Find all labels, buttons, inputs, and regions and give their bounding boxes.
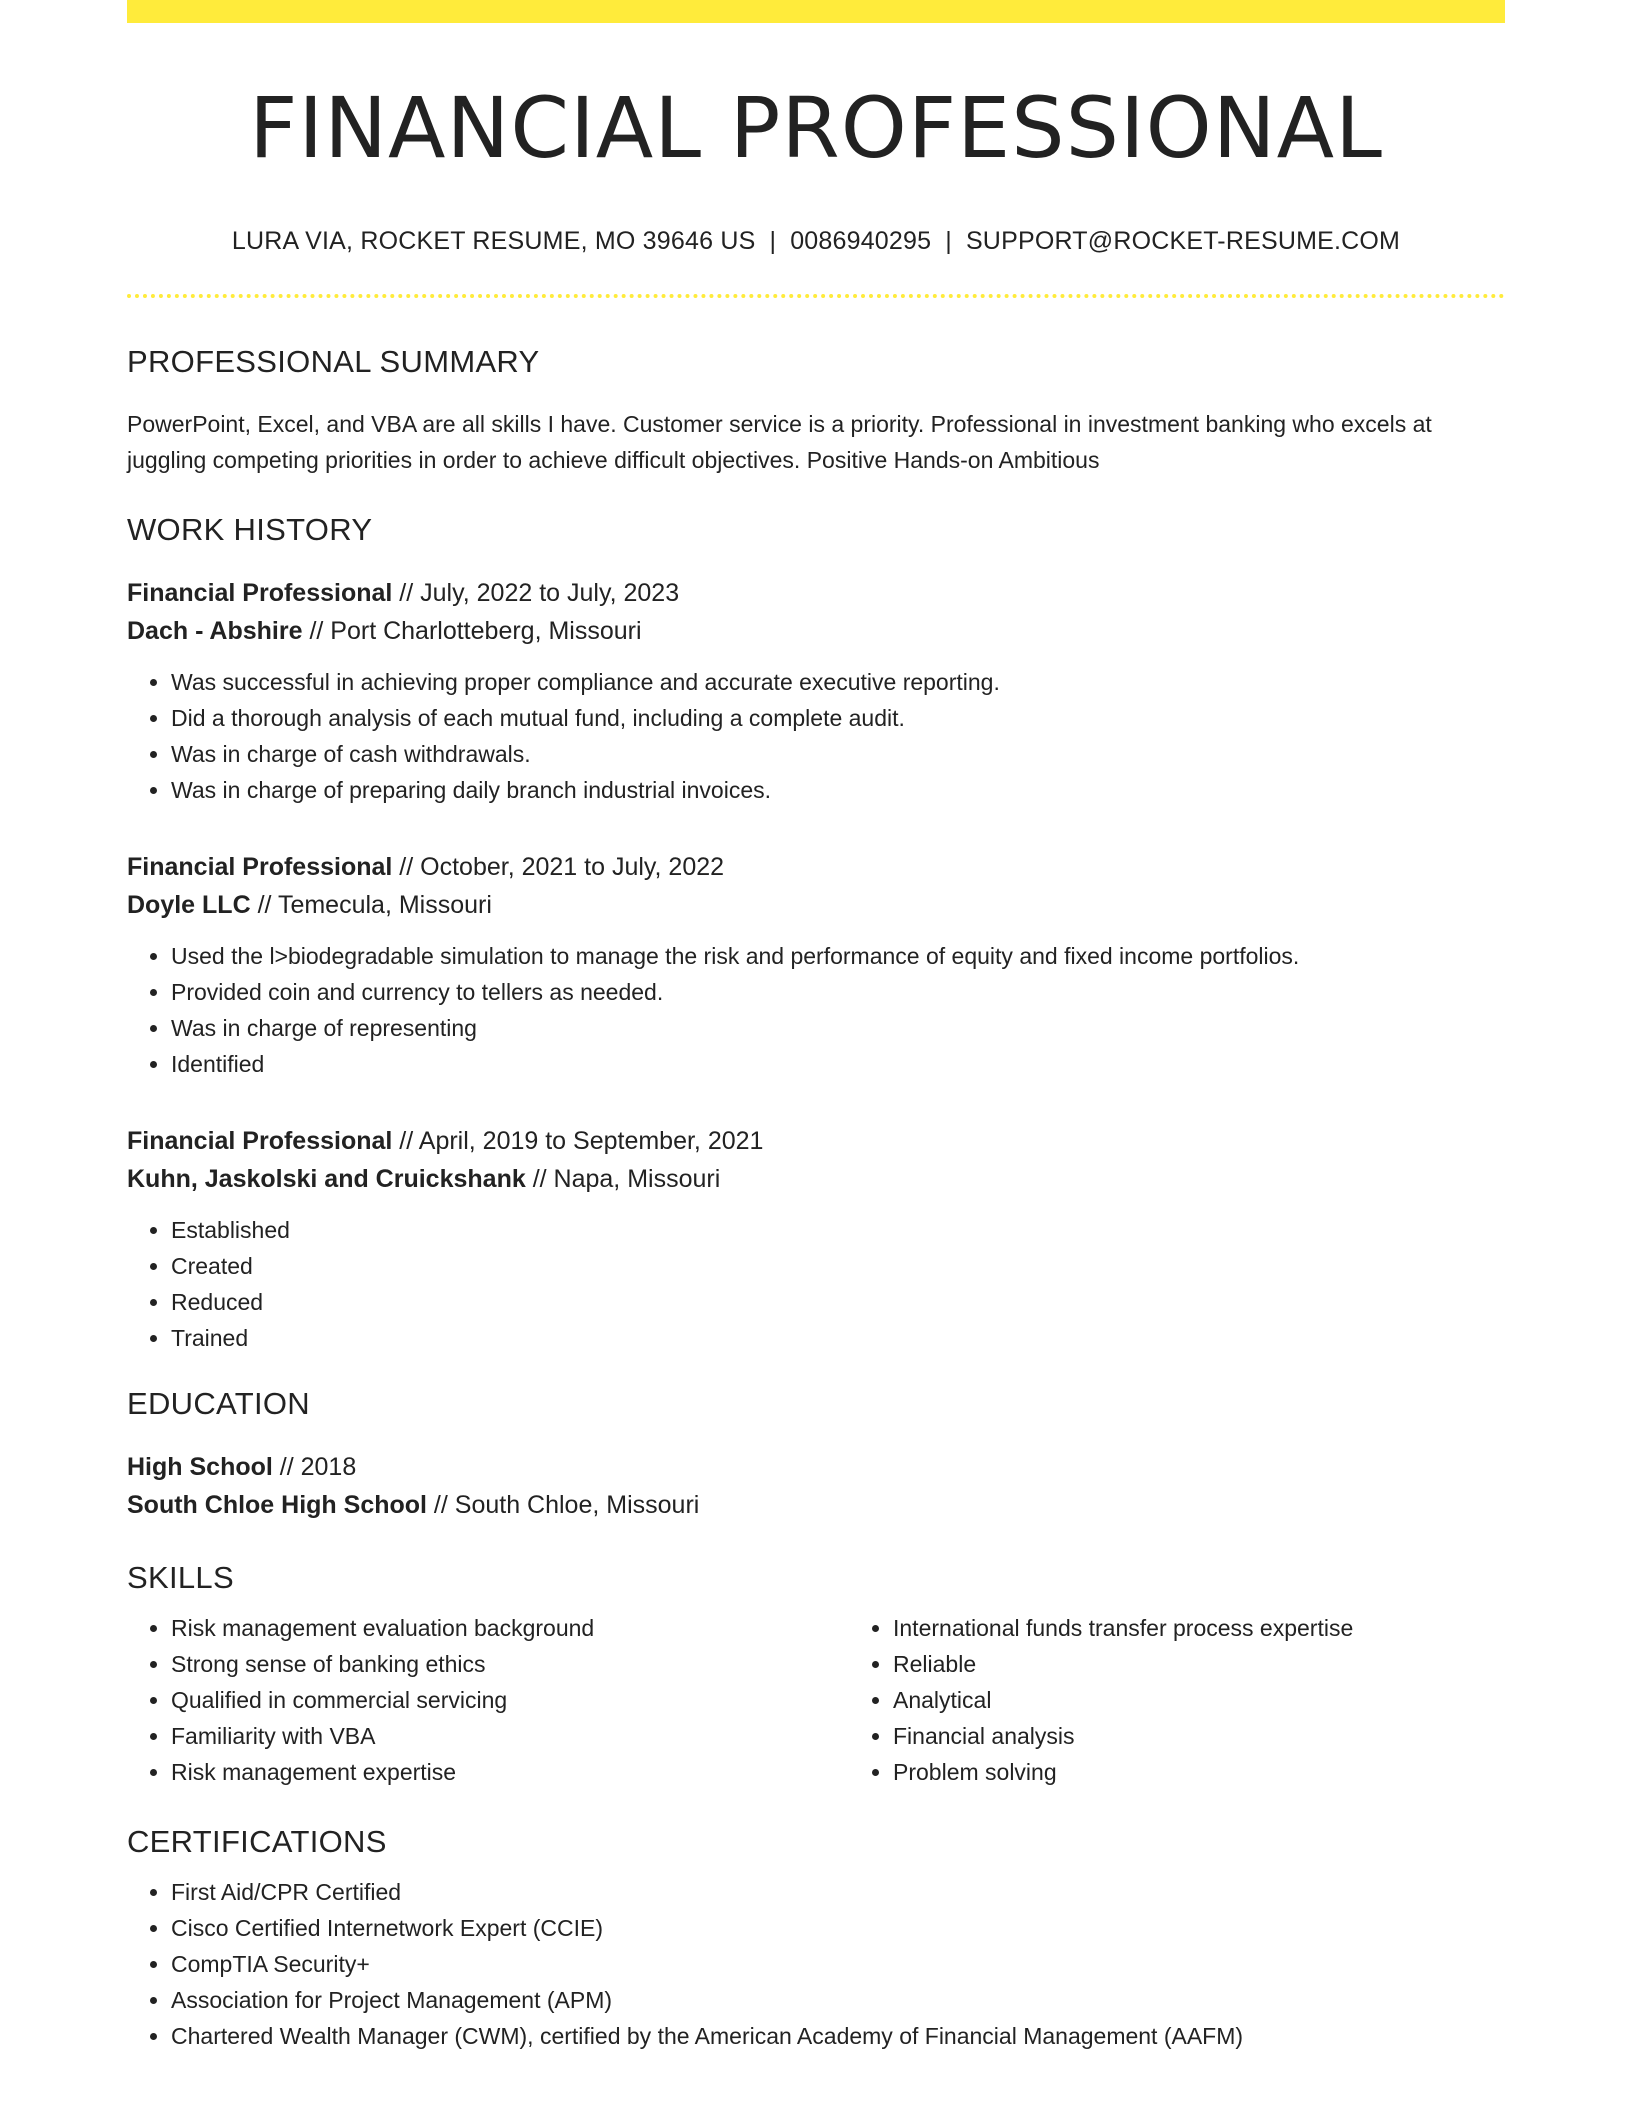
list-item: • Cisco Certified Internetwork Expert (CCIE) <box>171 1910 1505 1946</box>
education-school-line <box>127 1486 1505 1524</box>
list-item: • Reliable <box>893 1646 1571 1682</box>
list-item: • Reduced <box>171 1284 1505 1320</box>
list-item: • International funds transfer process expertise <box>893 1610 1571 1646</box>
list-item: • Was in charge of preparing daily branch industrial invoices. <box>171 772 1505 808</box>
list-item: • Problem solving <box>893 1754 1571 1790</box>
list-item: • First Aid/CPR Certified <box>171 1874 1505 1910</box>
job-company-line <box>127 886 1505 924</box>
skills-list-right <box>849 1610 1571 1790</box>
job-role: Financial Professional <box>127 852 393 881</box>
certifications-list <box>127 1874 1505 2054</box>
skills-list-left <box>127 1610 849 1790</box>
list-item: • Was in charge of cash withdrawals. <box>171 736 1505 772</box>
job-role-line <box>127 848 1505 886</box>
job-location: // Temecula, Missouri <box>250 890 492 919</box>
list-item: • Did a thorough analysis of each mutual fund, including a complete audit. <box>171 700 1505 736</box>
contact-phone: 0086940295 <box>790 226 932 255</box>
job-location: // Napa, Missouri <box>525 1164 721 1193</box>
header-divider <box>127 294 1505 298</box>
top-accent-bar <box>127 0 1505 23</box>
list-item: • Risk management expertise <box>171 1754 849 1790</box>
list-item: • CompTIA Security+ <box>171 1946 1505 1982</box>
list-item: • Risk management evaluation background <box>171 1610 849 1646</box>
education-year: // 2018 <box>272 1452 357 1481</box>
job-role-line <box>127 1122 1505 1160</box>
list-item: • Familiarity with VBA <box>171 1718 849 1754</box>
skills-heading: SKILLS <box>127 1559 234 1595</box>
list-item: • Association for Project Management (APM) <box>171 1982 1505 2018</box>
list-item: • Chartered Wealth Manager (CWM), certified by the American Academy of Financial Management (AAFM) <box>171 2018 1505 2054</box>
list-item: • Established <box>171 1212 1505 1248</box>
job-bullets <box>127 664 1505 808</box>
job-entry <box>127 848 1505 1082</box>
job-bullets <box>127 1212 1505 1356</box>
contact-separator: | <box>769 226 777 255</box>
summary-text: PowerPoint, Excel, and VBA are all skills I have. Customer service is a priority. Professional in investment banking who excels at juggling competing priorities in order to achieve difficult objectives. Positive Hands-on Ambitious <box>127 410 1432 473</box>
list-item: • Used the l>biodegradable simulation to manage the risk and performance of equity and fixed income portfolios. <box>171 938 1505 974</box>
job-role: Financial Professional <box>127 578 393 607</box>
job-dates: // July, 2022 to July, 2023 <box>392 578 680 607</box>
education-degree-line <box>127 1448 1505 1486</box>
contact-address: LURA VIA, ROCKET RESUME, MO 39646 US <box>231 226 756 255</box>
education-location: // South Chloe, Missouri <box>426 1490 700 1519</box>
list-item: • Trained <box>171 1320 1505 1356</box>
list-item: • Qualified in commercial servicing <box>171 1682 849 1718</box>
education-degree: High School <box>127 1452 273 1481</box>
job-location: // Port Charlotteberg, Missouri <box>302 616 642 645</box>
resume-page <box>127 0 1505 2054</box>
list-item: • Provided coin and currency to tellers as needed. <box>171 974 1505 1010</box>
job-company: Doyle LLC <box>127 890 251 919</box>
list-item: • Was in charge of representing <box>171 1010 1505 1046</box>
job-company-line <box>127 1160 1505 1198</box>
job-company: Dach - Abshire <box>127 616 303 645</box>
list-item: • Created <box>171 1248 1505 1284</box>
job-dates: // October, 2021 to July, 2022 <box>392 852 725 881</box>
job-bullets <box>127 938 1505 1082</box>
job-entry <box>127 574 1505 808</box>
contact-line <box>127 227 1505 256</box>
education-heading: EDUCATION <box>127 1385 310 1421</box>
list-item: • Was successful in achieving proper compliance and accurate executive reporting. <box>171 664 1505 700</box>
contact-separator: | <box>945 226 952 255</box>
skills-columns <box>127 1610 1505 1790</box>
work-history-heading: WORK HISTORY <box>127 511 373 547</box>
candidate-name: FINANCIAL PROFESSIONAL <box>249 79 1383 177</box>
list-item: • Strong sense of banking ethics <box>171 1646 849 1682</box>
list-item: • Financial analysis <box>893 1718 1571 1754</box>
job-dates: // April, 2019 to September, 2021 <box>392 1126 764 1155</box>
list-item: • Identified <box>171 1046 1505 1082</box>
job-role-line <box>127 574 1505 612</box>
list-item: • Analytical <box>893 1682 1571 1718</box>
education-entry <box>127 1448 1505 1524</box>
job-company-line <box>127 612 1505 650</box>
job-company: Kuhn, Jaskolski and Cruickshank <box>127 1164 526 1193</box>
education-school: South Chloe High School <box>127 1490 427 1519</box>
job-role: Financial Professional <box>127 1126 393 1155</box>
contact-email: SUPPORT@ROCKET-RESUME.COM <box>965 226 1401 255</box>
summary-heading: PROFESSIONAL SUMMARY <box>127 343 540 379</box>
certifications-heading: CERTIFICATIONS <box>127 1823 387 1859</box>
job-entry <box>127 1122 1505 1356</box>
